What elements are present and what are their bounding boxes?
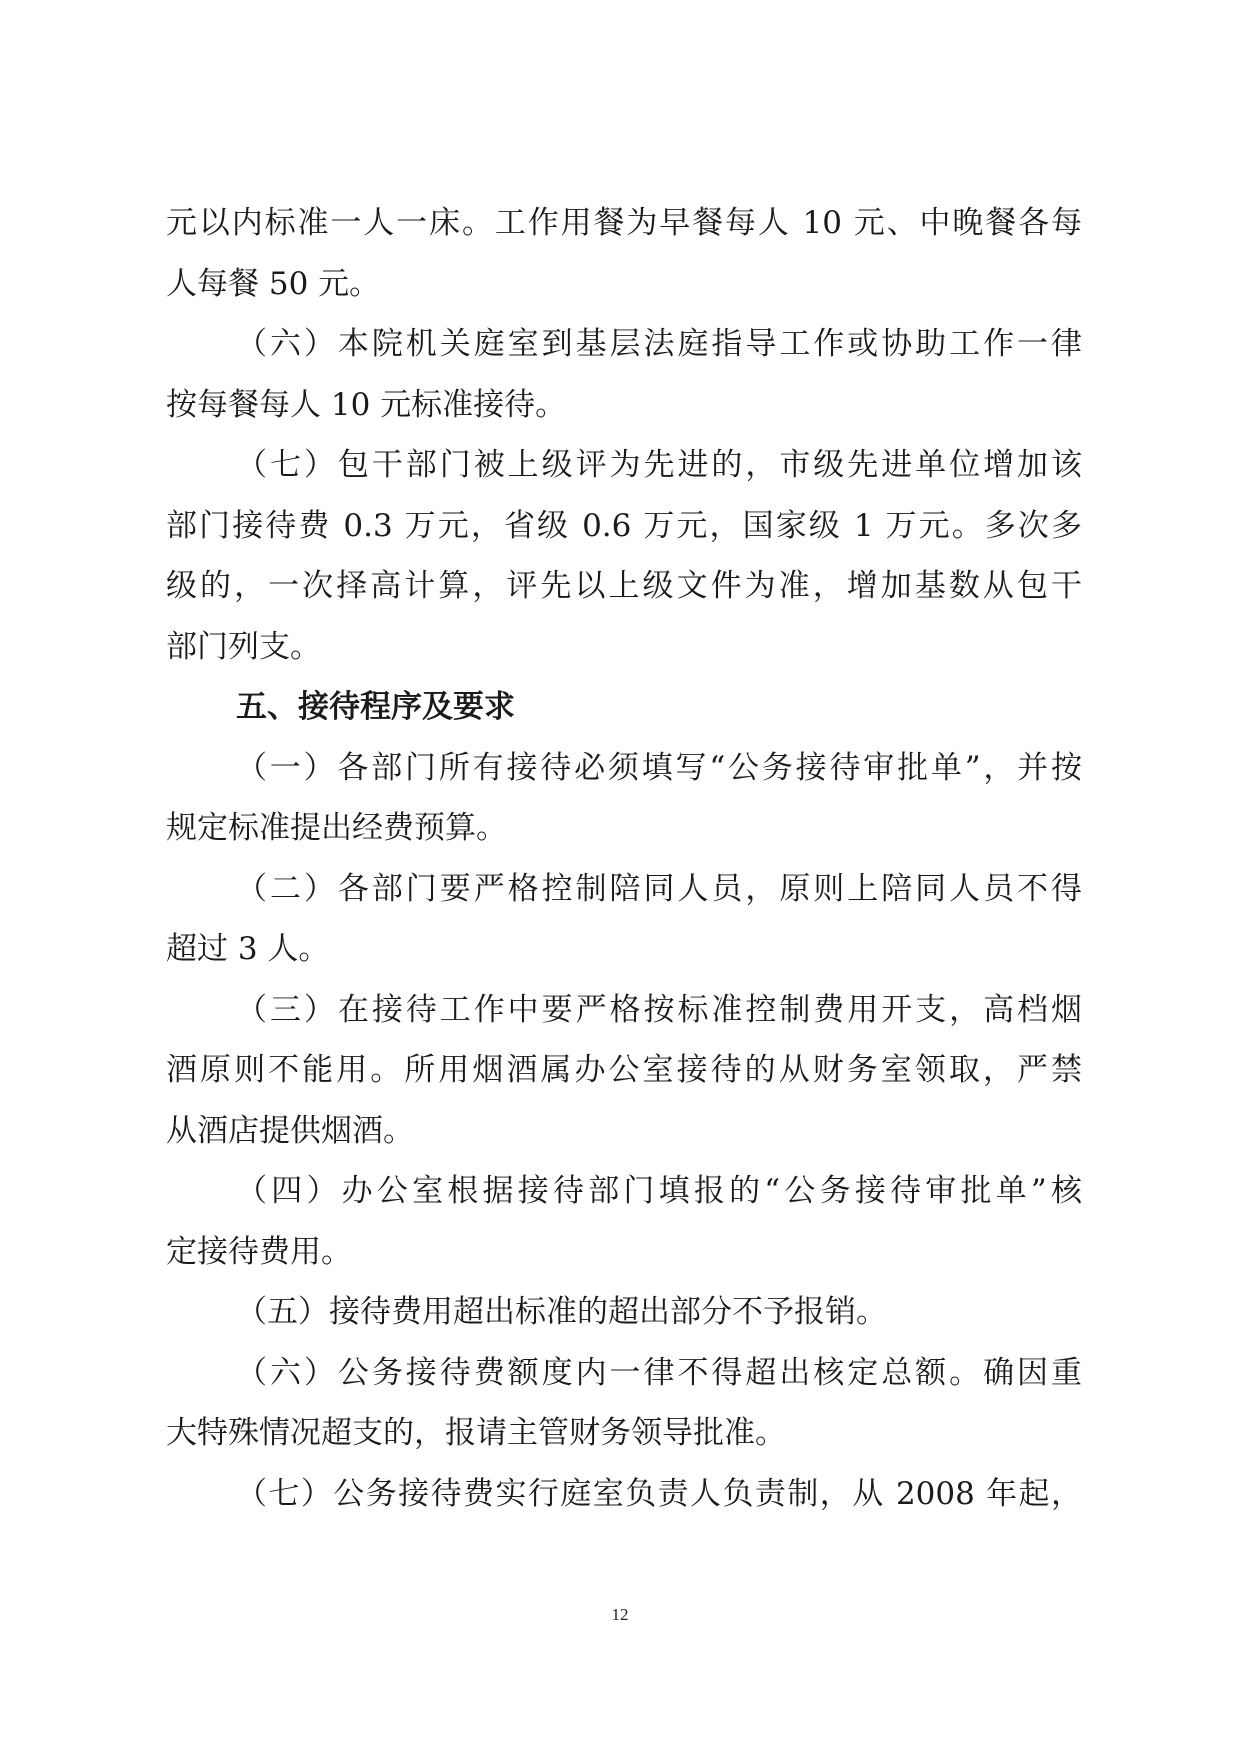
text-line: （七）包干部门被上级评为先进的，市级先进单位增加该 <box>236 447 1082 483</box>
text-line: （五）接待费用超出标准的超出部分不予报销。 <box>236 1294 887 1330</box>
text-line: 元以内标准一人一床。工作用餐为早餐每人 10 元、中晚餐各每 <box>166 205 1082 241</box>
text-line: 酒原则不能用。所用烟酒属办公室接待的从财务室领取，严禁 <box>166 1052 1082 1088</box>
document-body <box>166 193 1082 1524</box>
text-line: 规定标准提出经费预算。 <box>166 810 507 846</box>
text-line: 超过 3 人。 <box>166 931 330 967</box>
text-line: （七）公务接待费实行庭室负责人负责制，从 2008 年起， <box>236 1475 1082 1512</box>
text-line: 从酒店提供烟酒。 <box>166 1112 414 1149</box>
page-number: 12 <box>611 1605 629 1624</box>
text-line: （四）办公室根据接待部门填报的“公务接待审批单”核 <box>236 1173 1082 1209</box>
text-line: 部门接待费 0.3 万元，省级 0.6 万元，国家级 1 万元。多次多 <box>166 507 1082 544</box>
text-line: 部门列支。 <box>166 628 321 665</box>
text-line: 人每餐 50 元。 <box>166 265 381 302</box>
text-line: 定接待费用。 <box>166 1233 352 1270</box>
text-line: （三）在接待工作中要严格按标准控制费用开支，高档烟 <box>236 991 1082 1028</box>
text-line: 大特殊情况超支的，报请主管财务领导批准。 <box>166 1415 786 1451</box>
text-line: （一）各部门所有接待必须填写“公务接待审批单”，并按 <box>236 749 1082 786</box>
section-heading: 五、接待程序及要求 <box>236 689 515 725</box>
text-line: （六）本院机关庭室到基层法庭指导工作或协助工作一律 <box>236 326 1082 362</box>
text-line: 级的，一次择高计算，评先以上级文件为准，增加基数从包干 <box>166 568 1082 604</box>
text-line: 按每餐每人 10 元标准接待。 <box>166 386 567 423</box>
text-line: （二）各部门要严格控制陪同人员，原则上陪同人员不得 <box>236 870 1082 907</box>
text-line: （六）公务接待费额度内一律不得超出核定总额。确因重 <box>236 1354 1082 1391</box>
